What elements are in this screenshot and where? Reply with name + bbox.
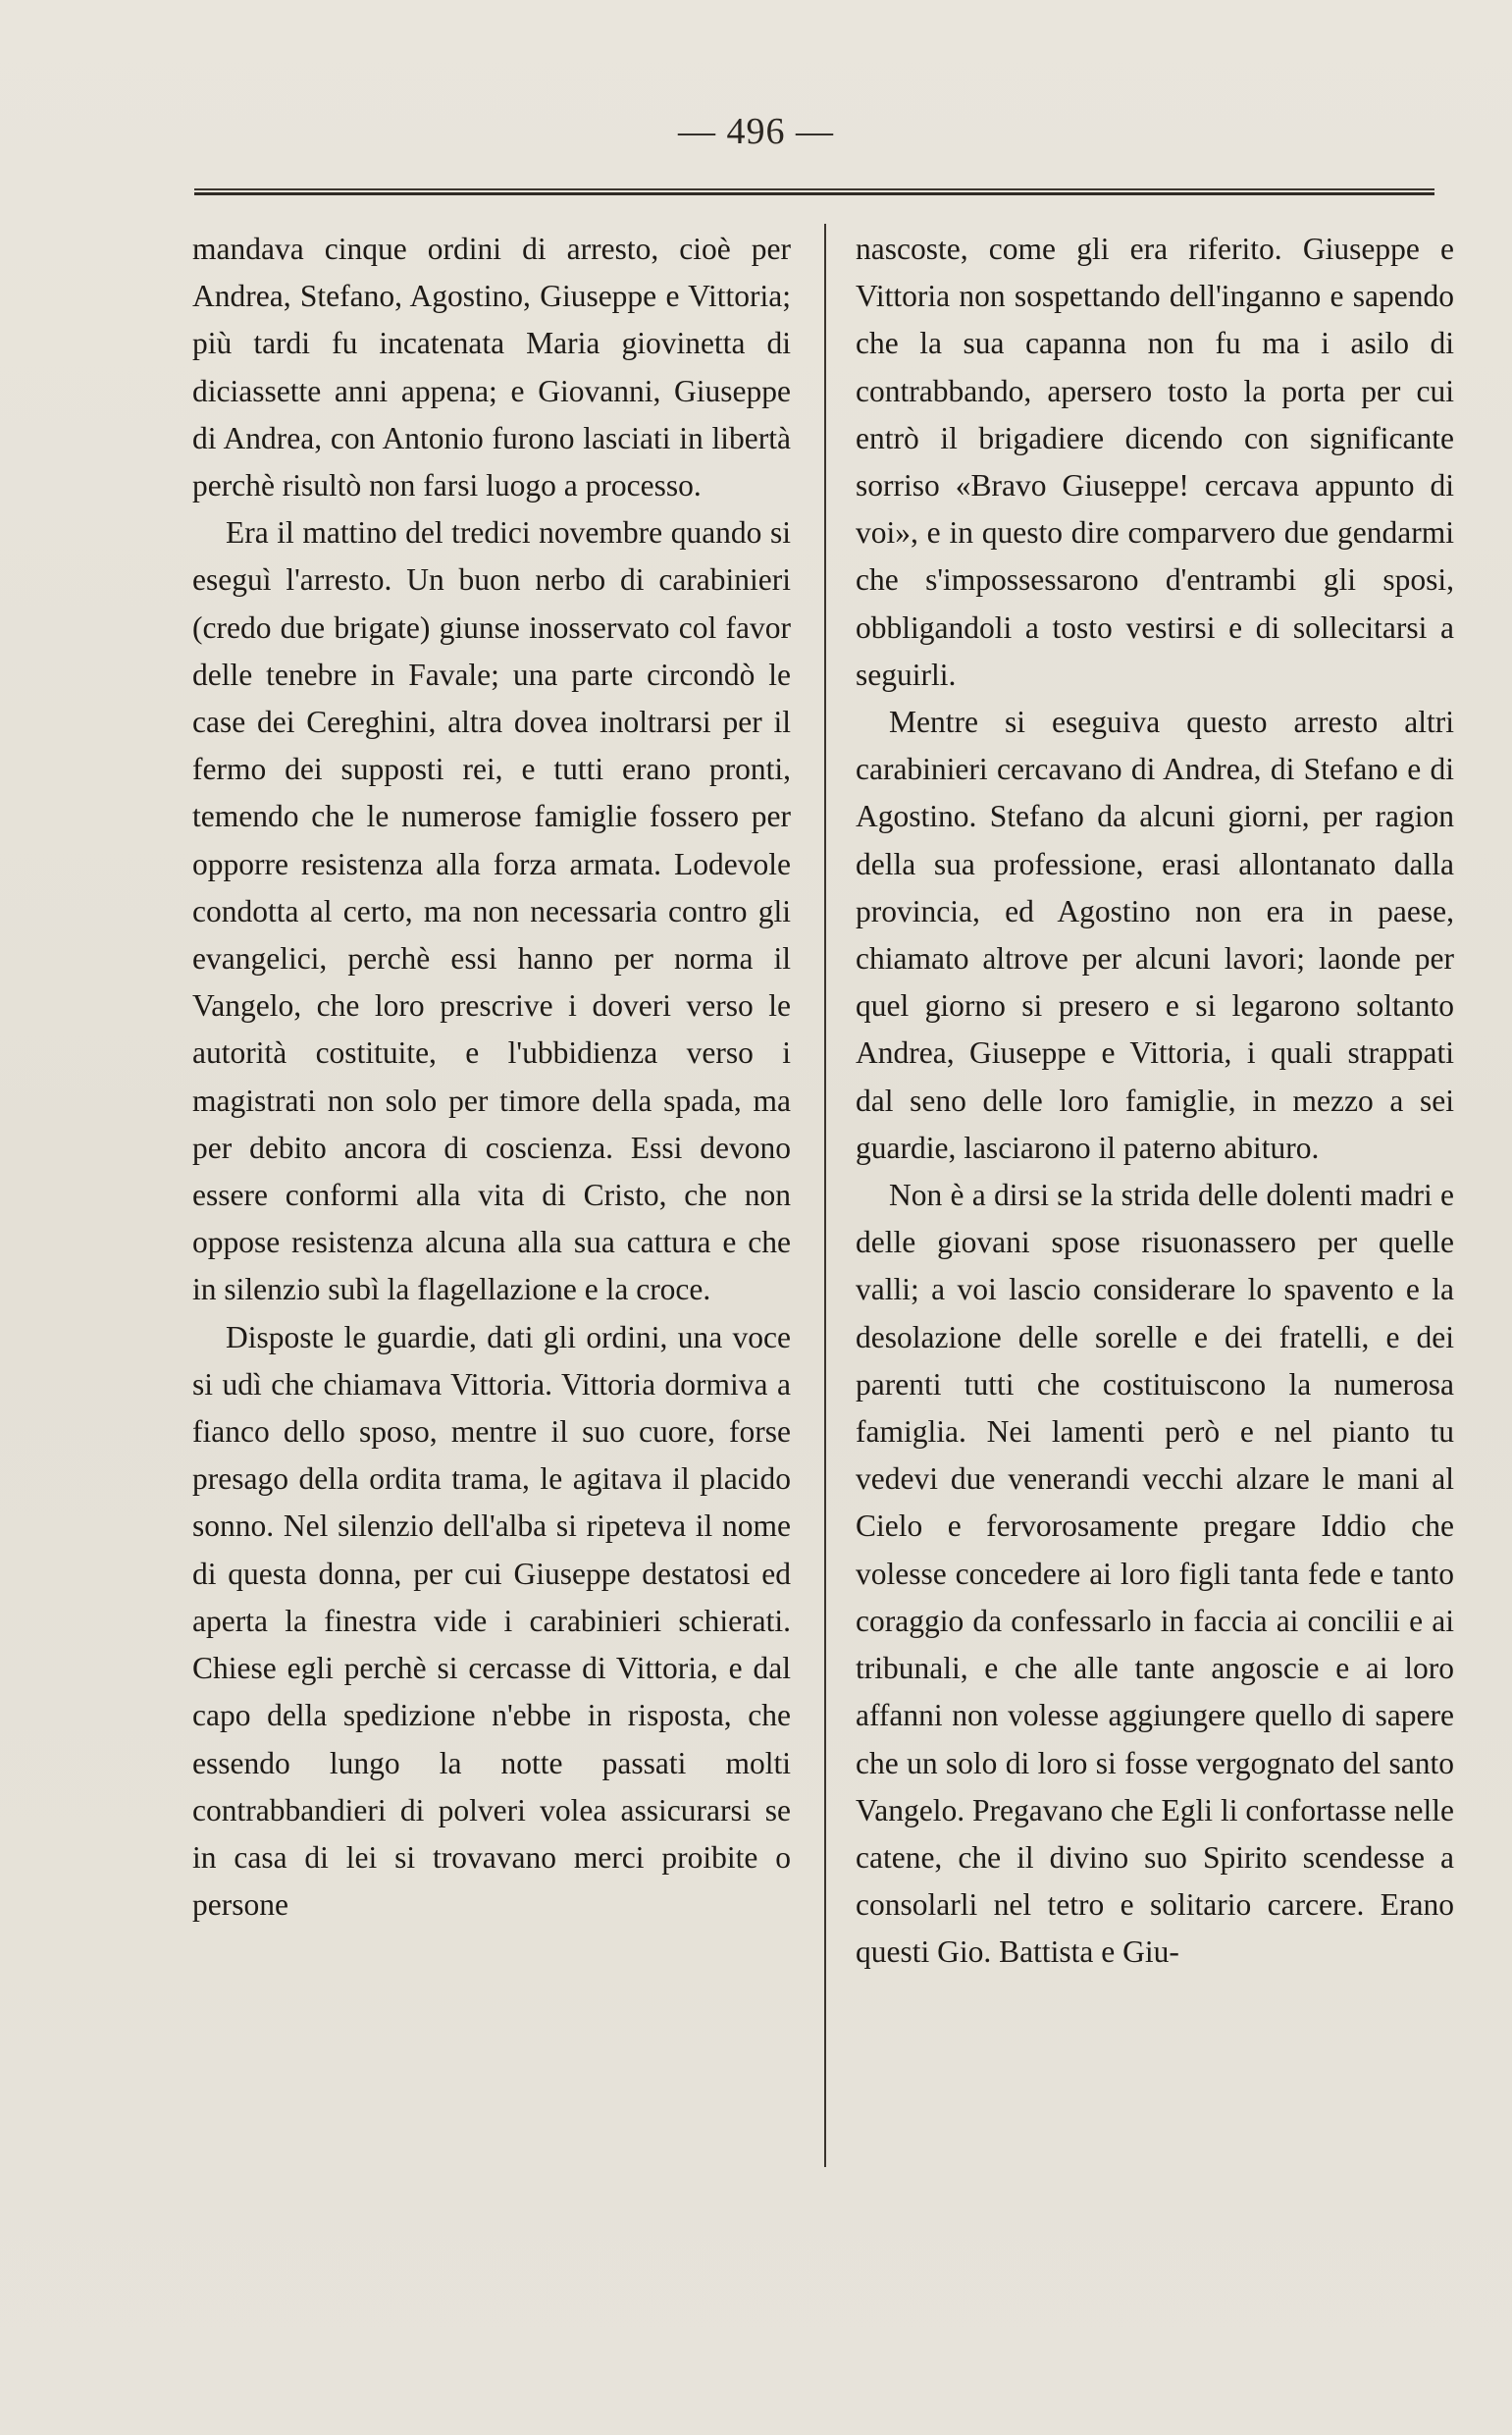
page-number: — 496 — [678, 111, 834, 152]
paragraph: Mentre si eseguiva questo arresto altri carabinieri cercavano di Andrea, di Stefano e di Agostino. Stefano da alcuni giorni, per ragion della sua professione, erasi allontanato dalla provincia, ed Agostino non era in paese, chiamato altrove per alcuni lavori; laonde per quel giorno si presero e si legarono soltanto Andrea, Giuseppe e Vittoria, i quali strappati dal seno delle loro famiglie, in mezzo a sei guardie, lasciarono il paterno abituro. [856, 705, 1454, 1165]
paragraph: Non è a dirsi se la strida delle dolenti madri e delle giovani spose risuonassero per quelle valli; a voi lascio considerare lo spavento e la desolazione delle sorelle e dei fratelli, e dei parenti tutti che costituiscono la numerosa famiglia. Nei lamenti però e nel pianto tu vedevi due venerandi vecchi alzare le mani al Cielo e fervorosamente pregare Iddio che volesse concedere ai loro figli tanta fede e tanto coraggio da confessarlo in faccia ai concilii e ai tribunali, e che alle tante angoscie e ai loro affanni non volesse aggiungere quello di sapere che un solo di loro si fosse vergognato del santo Vangelo. Pregavano che Egli li confortasse nelle catene, che il divino suo Spirito scendesse a consolarli nel tetro e solitario carcere. Erano questi Gio. Battista e Giu- [856, 1178, 1454, 1970]
left-column [192, 226, 791, 1929]
column-divider [824, 224, 826, 2167]
header-rule [194, 188, 1434, 195]
paragraph: Disposte le guardie, dati gli ordini, una voce si udì che chiamava Vittoria. Vittoria dormiva a fianco dello sposo, mentre il suo cuore, forse presago della ordita trama, le agitava il placido sonno. Nel silenzio dell'alba si ripeteva il nome di questa donna, per cui Giuseppe destatosi ed aperta la finestra vide i carabinieri schierati. Chiese egli perchè si cercasse di Vittoria, e dal capo della spedizione n'ebbe in risposta, che essendo lungo la notte passati molti contrabbandieri di polveri volea assicurarsi se in casa di lei si trovavano merci proibite o persone [192, 1319, 791, 1923]
paragraph: Era il mattino del tredici novembre quando si eseguì l'arresto. Un buon nerbo di carabinieri (credo due brigate) giunse inosservato col favor delle tenebre in Favale; una parte circondò le case dei Cereghini, altra dovea inoltrarsi per il fermo dei supposti rei, e tutti erano pronti, temendo che le numerose famiglie fossero per opporre resistenza alla forza armata. Lodevole condotta al certo, ma non necessaria contro gli evangelici, perchè essi hanno per norma il Vangelo, che loro prescrive i doveri verso le autorità costituite, e l'ubbidienza verso i magistrati non solo per timore della spada, ma per debito ancora di coscienza. Essi devono essere conformi alla vita di Cristo, che non oppose resistenza alcuna alla sua cattura e che in silenzio subì la flagellazione e la croce. [192, 515, 791, 1307]
paragraph: mandava cinque ordini di arresto, cioè per Andrea, Stefano, Agostino, Giuseppe e Vittoria; più tardi fu incatenata Maria giovinetta di diciassette anni appena; e Giovanni, Giuseppe di Andrea, con Antonio furono lasciati in libertà perchè risultò non farsi luogo a processo. [192, 232, 791, 503]
paragraph: nascoste, come gli era riferito. Giuseppe e Vittoria non sospettando dell'inganno e sapendo che la sua capanna non fu ma i asilo di contrabbando, apersero tosto la porta per cui entrò il brigadiere dicendo con significante sorriso «Bravo Giuseppe! cercava appunto di voi», e in questo dire comparvero due gendarmi che s'impossessarono d'entrambi gli sposi, obbligandoli a tosto vestirsi e di sollecitarsi a seguirli. [856, 232, 1454, 692]
right-column [856, 226, 1454, 1977]
